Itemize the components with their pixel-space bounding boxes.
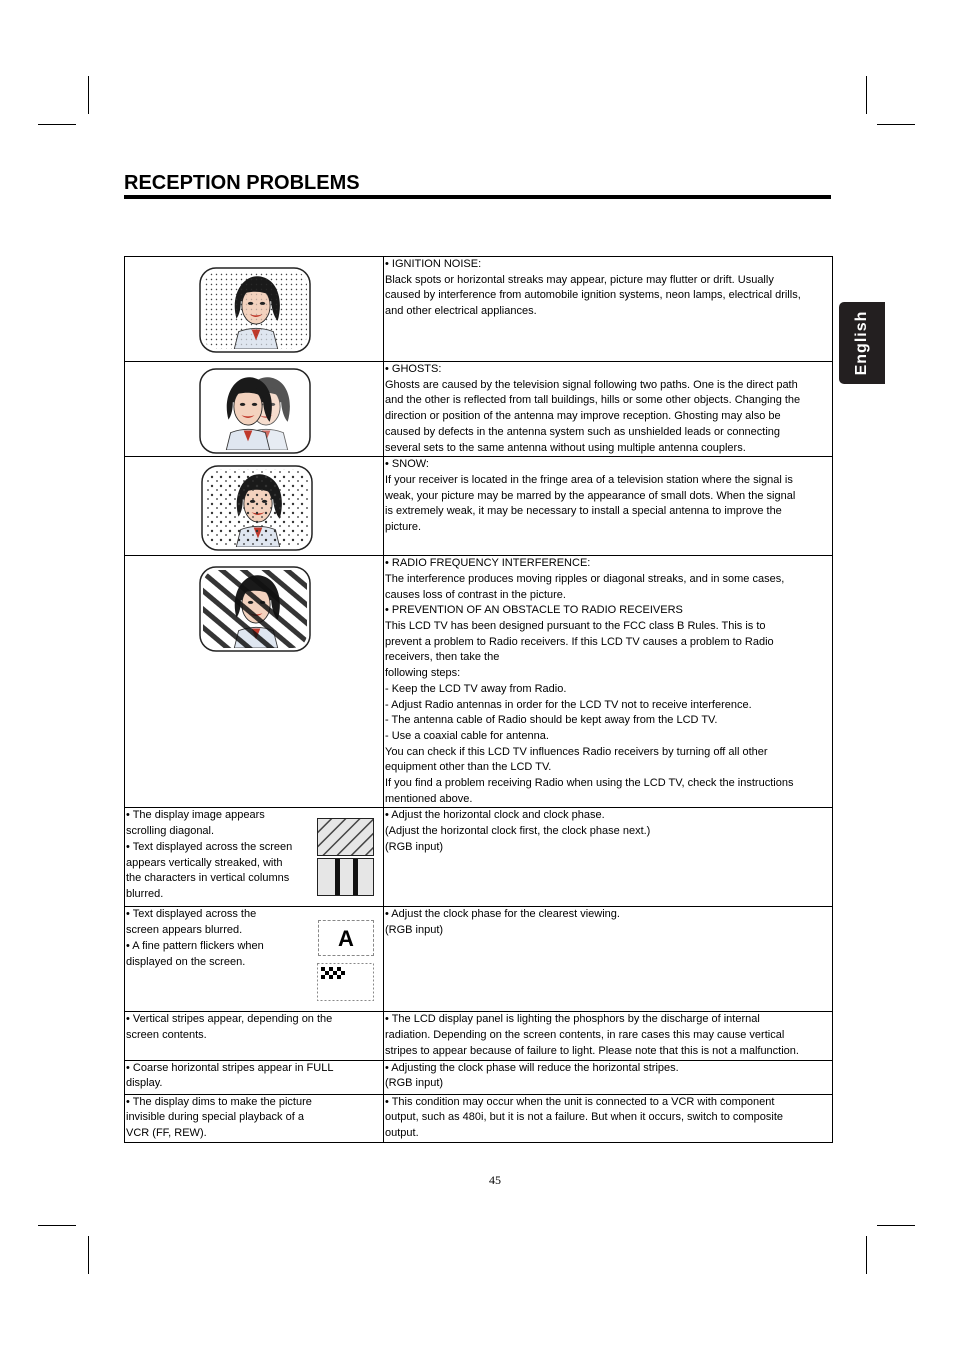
text-line: mentioned above.: [385, 792, 473, 805]
text-line: appears vertically streaked, with: [126, 856, 283, 869]
illustration-cell: [125, 457, 384, 556]
text-line: The interference produces moving ripples or diagonal streaks, and in some cases,: [385, 572, 785, 585]
tv-ghosts-icon: [199, 368, 311, 454]
text-line: If you find a problem receiving Radio when using the LCD TV, check the instructions: [385, 777, 794, 790]
text-line: • Adjust the horizontal clock and clock phase.: [385, 809, 605, 822]
text-line: several sets to the same antenna without using multiple antenna couplers.: [385, 441, 746, 454]
text-line: Ghosts are caused by the television signal following two paths. One is the direct path: [385, 378, 798, 391]
text-line: caused by interference from automobile ignition systems, neon lamps, electrical drills,: [385, 289, 801, 302]
text-line: • The display image appears: [126, 809, 265, 822]
text-line: (RGB input): [385, 840, 444, 853]
text-line: invisible during special playback of a: [126, 1111, 304, 1124]
text-line: • PREVENTION OF AN OBSTACLE TO RADIO RECEIVERS: [385, 604, 683, 617]
text-line: the characters in vertical columns: [126, 872, 290, 885]
crop-mark: [877, 1225, 915, 1226]
symptom-cell: [125, 907, 384, 1012]
text-line: • RADIO FREQUENCY INTERFERENCE:: [385, 557, 591, 570]
table-row: [125, 808, 833, 907]
problems-table: [124, 256, 833, 1143]
symptom-cell: [125, 808, 384, 907]
language-tab: [839, 302, 885, 384]
table-row: [125, 257, 833, 362]
text-line: • Text displayed across the: [126, 908, 257, 921]
crop-mark: [88, 1236, 89, 1274]
text-line: and the other is reflected from tall buildings, hills or some other objects. Changing the: [385, 394, 801, 407]
text-line: • This condition may occur when the unit is connected to a VCR with component: [385, 1095, 775, 1108]
table-row: [125, 907, 833, 1012]
text-line: screen contents.: [126, 1029, 207, 1042]
text-line: display.: [126, 1077, 163, 1090]
text-line: screen appears blurred.: [126, 924, 243, 937]
symptom-cell: [125, 1094, 384, 1142]
text-line: • Text displayed across the screen: [126, 840, 293, 853]
illustration-cell: [125, 362, 384, 457]
text-line: • The display dims to make the picture: [126, 1095, 312, 1108]
tv-snow-icon: [201, 465, 313, 551]
text-line: • Adjust the clock phase for the clearest viewing.: [385, 908, 620, 921]
text-line: receivers, then take the: [385, 651, 500, 664]
tv-ignition-noise-icon: [199, 267, 311, 353]
text-line: blurred.: [126, 887, 164, 900]
text-line: You can check if this LCD TV influences Radio receivers by turning off all other: [385, 745, 768, 758]
page-title: RECEPTION PROBLEMS: [124, 172, 360, 194]
text-line: scrolling diagonal.: [126, 825, 215, 838]
text-line: • Vertical stripes appear, depending on the: [126, 1013, 333, 1026]
table-row: [125, 362, 833, 457]
language-tab-label: English: [853, 310, 870, 376]
text-line: (RGB input): [385, 1077, 444, 1090]
symptom-cell: [125, 1012, 384, 1060]
text-line: • Coarse horizontal stripes appear in FULL: [126, 1061, 334, 1074]
description-cell: [384, 457, 833, 556]
text-line: • Adjusting the clock phase will reduce the horizontal stripes.: [385, 1061, 679, 1074]
text-line: following steps:: [385, 667, 461, 680]
crop-mark: [866, 76, 867, 114]
table-row: [125, 1012, 833, 1060]
text-line: prevent a problem to Radio receivers. If this LCD TV causes a problem to Radio: [385, 635, 774, 648]
text-line: causes loss of contrast in the picture.: [385, 588, 566, 601]
table-row: [125, 1094, 833, 1142]
remedy-cell: [384, 907, 833, 1012]
crop-mark: [88, 76, 89, 114]
tv-radio-interference-icon: [199, 566, 311, 652]
text-line: - Adjust Radio antennas in order for the LCD TV not to receive interference.: [385, 698, 752, 711]
text-line: VCR (FF, REW).: [126, 1126, 207, 1139]
crop-mark: [866, 1236, 867, 1274]
text-line: and other electrical appliances.: [385, 305, 537, 318]
page-number: 45: [489, 1173, 501, 1187]
crop-mark: [38, 124, 76, 125]
text-line: • A fine pattern flickers when: [126, 939, 264, 952]
letter-a-icon: A: [318, 920, 374, 956]
description-cell: [384, 257, 833, 362]
text-line: - Use a coaxial cable for antenna.: [385, 729, 549, 742]
text-line: (RGB input): [385, 924, 444, 937]
text-line: (Adjust the horizontal clock first, the clock phase next.): [385, 825, 651, 838]
table-row: [125, 457, 833, 556]
text-line: output.: [385, 1126, 419, 1139]
text-line: - The antenna cable of Radio should be kept away from the LCD TV.: [385, 714, 718, 727]
crop-mark: [38, 1225, 76, 1226]
remedy-cell: [384, 1060, 833, 1094]
text-line: • IGNITION NOISE:: [385, 258, 482, 270]
text-line: • GHOSTS:: [385, 363, 442, 375]
text-line: is extremely weak, it may be necessary to install a special antenna to improve the: [385, 505, 782, 518]
symptom-cell: [125, 1060, 384, 1094]
crop-mark: [877, 124, 915, 125]
title-rule: [124, 195, 831, 199]
illustration-cell: [125, 257, 384, 362]
description-cell: [384, 556, 833, 808]
checker-pattern-icon: [317, 963, 374, 1001]
text-line: This LCD TV has been designed pursuant to the FCC class B Rules. This is to: [385, 620, 766, 633]
table-row: [125, 556, 833, 808]
text-line: Black spots or horizontal streaks may appear, picture may flutter or drift. Usually: [385, 273, 774, 286]
remedy-cell: [384, 1012, 833, 1060]
text-line: equipment other than the LCD TV.: [385, 761, 552, 774]
text-line: caused by defects in the antenna system such as unshielded leads or connecting: [385, 425, 781, 438]
text-line: stripes to appear because of failure to light. Please note that this is not a malfunction.: [385, 1044, 799, 1057]
text-line: direction or position of the antenna may improve reception. Ghosting may also be: [385, 410, 781, 423]
text-line: weak, your picture may be marred by the appearance of small dots. When the signal: [385, 489, 796, 502]
remedy-cell: [384, 1094, 833, 1142]
table-row: [125, 1060, 833, 1094]
vertical-bars-icon: [317, 858, 374, 896]
text-line: - Keep the LCD TV away from Radio.: [385, 682, 567, 695]
text-line: picture.: [385, 521, 422, 534]
description-cell: [384, 362, 833, 457]
remedy-cell: [384, 808, 833, 907]
text-line: output, such as 480i, but it is not a failure. But when it occurs, switch to composite: [385, 1111, 784, 1124]
text-line: • SNOW:: [385, 458, 429, 471]
illustration-cell: [125, 556, 384, 808]
text-line: radiation. Depending on the screen contents, in rare cases this may cause vertical: [385, 1029, 785, 1042]
text-line: • The LCD display panel is lighting the phosphors by the discharge of internal: [385, 1013, 760, 1026]
text-line: displayed on the screen.: [126, 955, 246, 968]
diagonal-stripes-icon: [317, 818, 374, 856]
text-line: If your receiver is located in the fringe area of a television station where the signal is: [385, 473, 793, 486]
